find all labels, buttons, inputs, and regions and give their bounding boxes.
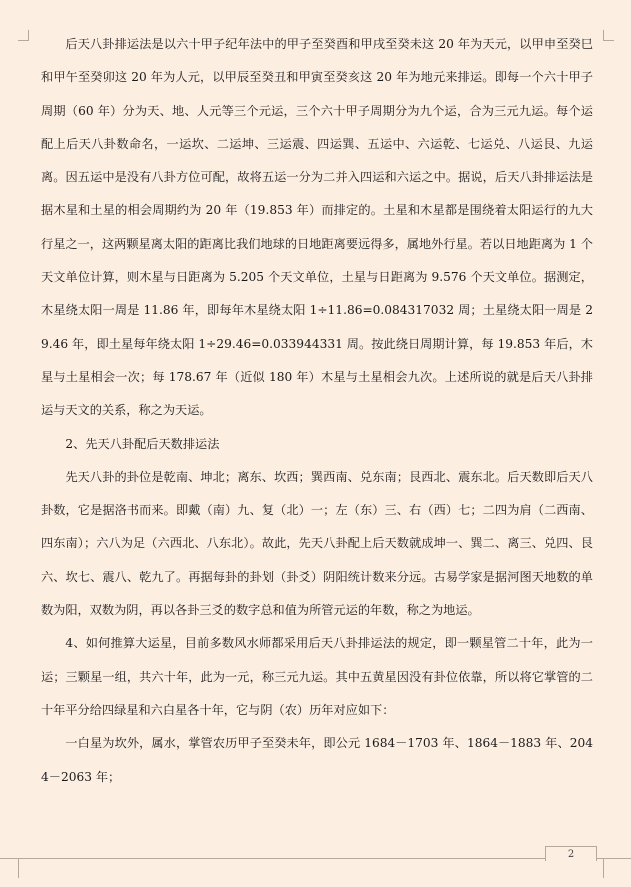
footer-rule bbox=[0, 858, 631, 859]
paragraph-calculate-luck-star: 4、如何推算大运星，目前多数风水师都采用后天八卦排运法的规定，即一颗星管二十年，此为一运；三颗星一组，共六十年，此为一元，称三元九运。其中五黄星因没有卦位依靠，所以将它掌管的二十年平分给四绿星和六白星各十年，它与阴（农）历年对应如下： bbox=[41, 636, 593, 717]
crop-mark-top-left bbox=[18, 30, 29, 41]
paragraph-first-white-star: 一白星为坎外，属水，掌管农历甲子至癸未年，即公元 1684－1703 年、1864－1883 年、2044－2063 年； bbox=[41, 736, 593, 784]
page-number: 2 bbox=[545, 846, 597, 861]
paragraph-earlier-heaven-method: 先天八卦的卦位是乾南、坤北；离东、坎西；巽西南、兑东南；艮西北、震东北。后天数即后天八卦数，它是据洛书而来。即戴（南）九、复（北）一；左（东）三、右（西）七；二四为肩（二西南、四东南）；六八为足（六西北、八东北）。故此，先天八卦配上后天数就成坤一、巽二、离三、兑四、艮六、坎七、震八、乾九了。再据每卦的卦划（卦爻）阴阳统计数来分远。古易学家是据河图天地数的单数为阳，双数为阴，再以各卦三爻的数字总和值为所管元运的年数，称之为地运。 bbox=[41, 469, 593, 618]
body-text bbox=[41, 28, 593, 794]
paragraph-later-heaven-method: 后天八卦排运法是以六十甲子纪年法中的甲子至癸酉和甲戌至癸未这 20 年为天元，以甲申至癸巳和甲午至癸卯这 20 年为人元，以甲辰至癸丑和甲寅至癸亥这 20 年为地元来排运。即每一个六十甲子周期（60 年）分为天、地、人元等三个元运，三个六十甲子周期分为九个运，合为三元九运。每个运配上后天八卦数命名，一运坎、二运坤、三运震、四运巽、五运中、六运乾、七运兑、八运艮、九运离。因五运中是没有八卦方位可配，故将五运一分为二并入四运和六运之中。据说，后天八卦排运法是据木星和土星的相会周期约为 20 年（19.853 年）而排定的。土星和木星都是围绕着太阳运行的九大行星之一，这两颗星离太阳的距离比我们地球的日地距离要远得多，属地外行星。若以日地距离为 1 个天文单位计算，则木星与日距离为 5.205 个天文单位，土星与日距离为 9.576 个天文单位。据测定，木星绕太阳一周是 11.86 年，即每年木星绕太阳 1÷11.86=0.084317032 周；土星绕太阳一周是 29.46 年，即土星每年绕太阳 1÷29.46=0.033944331 周。按此绕日周期计算，每 19.853 年后，木星与土星相会一次；每 178.67 年（近似 180 年）木星与土星相会九次。上述所说的就是后天八卦排运与天文的关系，称之为天运。 bbox=[41, 37, 593, 418]
footer-tick-right bbox=[603, 858, 604, 878]
crop-mark-top-right bbox=[603, 30, 614, 41]
section-heading-2: 2、先天八卦配后天数排运法 bbox=[65, 436, 220, 451]
footer-tick-left bbox=[18, 858, 19, 878]
